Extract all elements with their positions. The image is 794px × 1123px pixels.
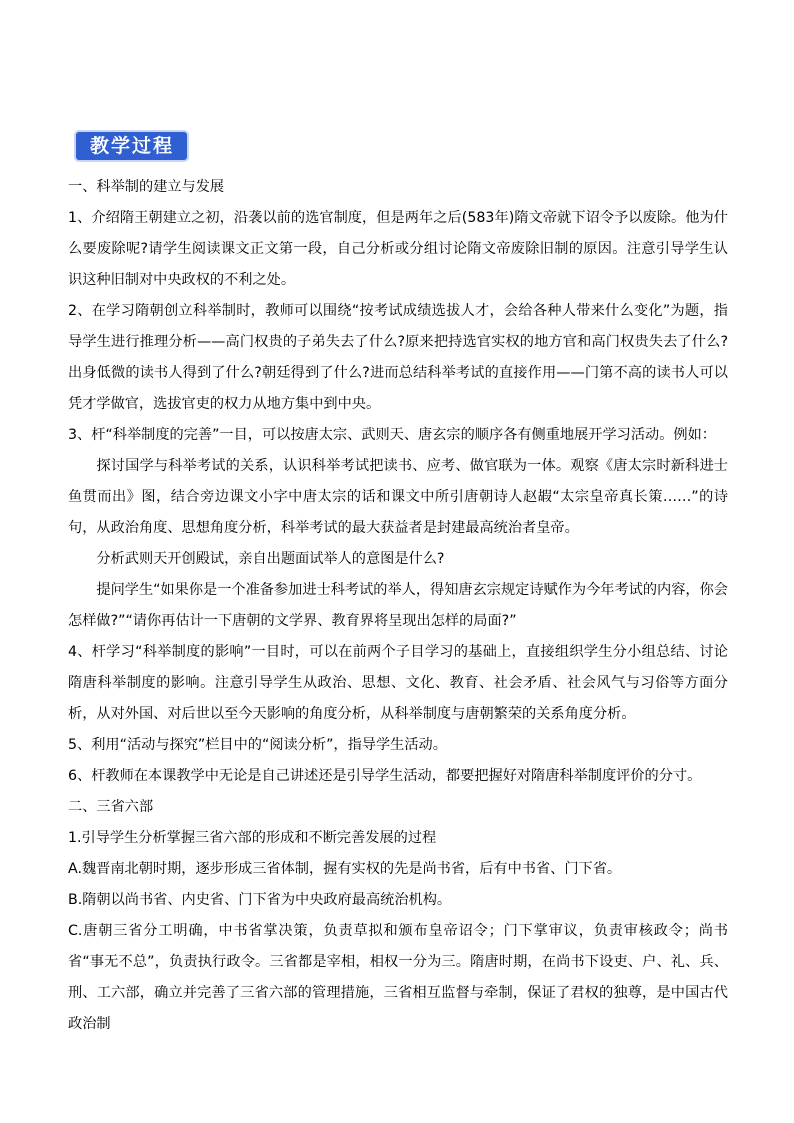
paragraph: 探讨国学与科举考试的关系，认识科举考试把读书、应考、做官联为一体。观察《唐太宗时新科进士鱼贯而出》图，结合旁边课文小字中唐太宗的话和课文中所引唐朝诗人赵嘏“太宗皇帝真长策……”的诗句，从政治角度、思想角度分析，科举考试的最大获益者是封建最高统治者皇帝。 [68,458,728,536]
paragraph: B.隋朝以尚书省、内史省、门下省为中央政府最高统治机构。 [68,892,452,908]
section-badge: 教学过程 [76,132,187,160]
paragraph: 2、在学习隋朝创立科举制时，教师可以围绕“按考试成绩选拔人才，会给各种人带来什么变化”为题，指导学生进行推理分析——高门权贵的子弟失去了什么?原来把持选官实权的地方官和高门权贵失去了什么?出身低微的读书人得到了什么?朝廷得到了什么?进而总结科举考试的直接作用——门第不高的读书人可以凭才学做官，选拔官吏的权力从地方集中到中央。 [68,303,728,412]
paragraph: 二、三省六部 [68,799,154,815]
lesson-content [68,172,728,1040]
paragraph: 一、科举制的建立与发展 [68,179,225,195]
paragraph: 6、杆教师在本课教学中无论是自己讲述还是引导学生活动，都要把握好对隋唐科举制度评价的分寸。 [68,768,702,784]
paragraph: 5、利用“活动与探究”栏目中的“阅读分析”，指导学生活动。 [68,737,447,753]
paragraph: 提问学生“如果你是一个准备参加进士科考试的举人，得知唐玄宗规定诗赋作为今年考试的内容，你会怎样做?”“请你再估计一下唐朝的文学界、教育界将呈现出怎样的局面?” [68,582,728,629]
paragraph: A.魏晋南北朝时期，逐步形成三省体制，握有实权的先是尚书省，后有中书省、门下省。 [68,861,622,877]
paragraph: C.唐朝三省分工明确，中书省掌决策，负责草拟和颁布皇帝诏令；门下掌审议，负责审核政令；尚书省“事无不总”，负责执行政令。三省都是宰相，相权一分为三。隋唐时期，在尚书下设吏、户、礼、兵、刑、工六部，确立并完善了三省六部的管理措施，三省相互监督与牵制，保证了君权的独尊，是中国古代政治制 [68,923,728,1032]
paragraph: 1、介绍隋王朝建立之初，沿袭以前的选官制度，但是两年之后(583年)隋文帝就下诏令予以废除。他为什么要废除呢?请学生阅读课文正文第一段，自己分析或分组讨论隋文帝废除旧制的原因。注意引导学生认识这种旧制对中央政权的不利之处。 [68,210,728,288]
paragraph: 4、杆学习“科举制度的影响”一目时，可以在前两个子目学习的基础上，直接组织学生分小组总结、讨论隋唐科举制度的影响。注意引导学生从政治、思想、文化、教育、社会矛盾、社会风气与习俗等方面分析，从对外国、对后世以至今天影响的角度分析，从科举制度与唐朝繁荣的关系角度分析。 [68,644,728,722]
paragraph: 1.引导学生分析掌握三省六部的形成和不断完善发展的过程 [68,830,437,846]
paragraph: 分析武则天开创殿试，亲自出题面试举人的意图是什么? [96,551,445,567]
paragraph: 3、杆“科举制度的完善”一目，可以按唐太宗、武则天、唐玄宗的顺序各有侧重地展开学习活动。例如： [68,427,716,443]
